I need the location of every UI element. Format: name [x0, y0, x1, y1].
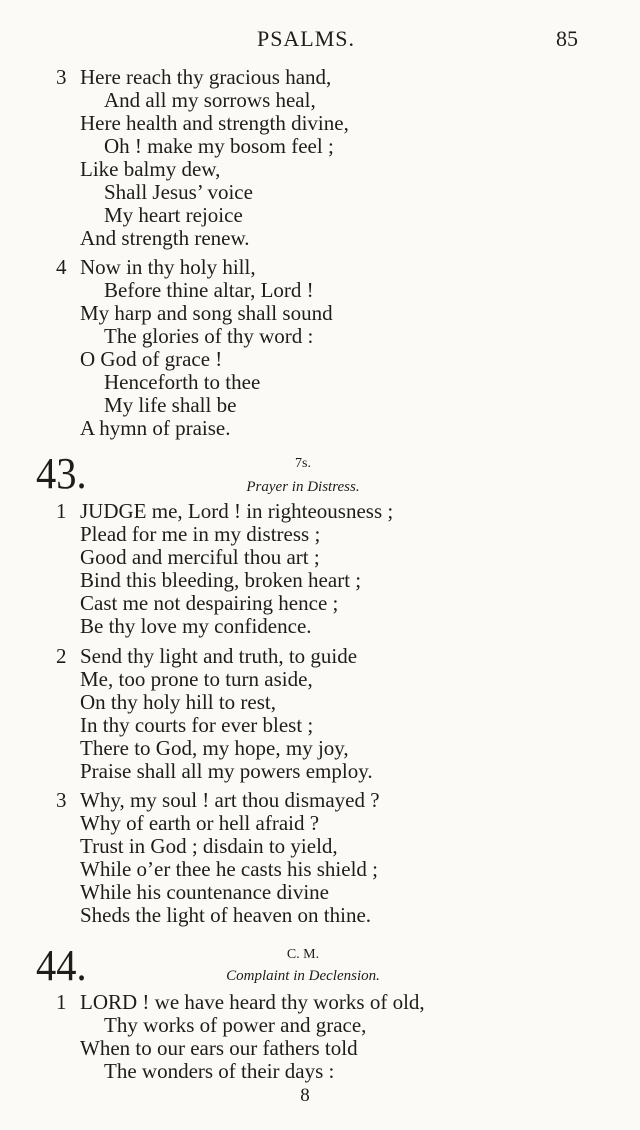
page-number: 85: [556, 26, 578, 51]
verse-line: LORD ! we have heard thy works of old,: [80, 990, 425, 1014]
verse-line: Be thy love my confidence.: [80, 614, 312, 638]
hymn-meter: 7s.: [295, 456, 311, 471]
verse-line: Here reach thy gracious hand,: [80, 65, 332, 89]
verse-line: While his countenance divine: [80, 880, 329, 904]
verse-line: In thy courts for ever blest ;: [80, 713, 314, 737]
verse-number: 4: [56, 255, 67, 279]
verse-line: Praise shall all my powers employ.: [80, 759, 373, 783]
verse-line: JUDGE me, Lord ! in righteousness ;: [80, 499, 394, 523]
verse-line: My harp and song shall sound: [80, 301, 333, 325]
hymn-number: 43.: [36, 449, 87, 498]
verse-line: Thy works of power and grace,: [104, 1013, 367, 1037]
verse-line: Before thine altar, Lord !: [104, 278, 314, 302]
hymn-meter: C. M.: [286, 947, 320, 962]
verse-line: Henceforth to thee: [104, 370, 261, 394]
verse-number: 1: [56, 499, 67, 523]
verse-line: And strength renew.: [80, 226, 250, 250]
verse-line: Oh ! make my bosom feel ;: [104, 134, 334, 158]
verse-line: Me, too prone to turn aside,: [80, 667, 313, 691]
hymn-subtitle: Prayer in Distress.: [246, 479, 360, 495]
verse-line: Here health and strength divine,: [80, 111, 349, 135]
running-header: PSALMS.: [256, 26, 356, 51]
verse-line: Like balmy dew,: [80, 157, 221, 181]
verse-line: While o’er thee he casts his shield ;: [80, 857, 378, 881]
verse-line: Plead for me in my distress ;: [80, 522, 321, 546]
verse-line: The glories of thy word :: [104, 324, 314, 348]
verse-line: And all my sorrows heal,: [104, 88, 316, 112]
verse-line: Why, my soul ! art thou dismayed ?: [80, 788, 380, 812]
verse-line: Trust in God ; disdain to yield,: [80, 834, 338, 858]
verse-number: 2: [56, 644, 67, 668]
verse-line: Cast me not despairing hence ;: [80, 591, 339, 615]
verse-number: 1: [56, 990, 67, 1014]
verse-line: Good and merciful thou art ;: [80, 545, 320, 569]
verse-line: Now in thy holy hill,: [80, 255, 256, 279]
hymn-subtitle: Complaint in Declension.: [226, 968, 380, 984]
verse-line: Send thy light and truth, to guide: [80, 644, 358, 668]
signature-mark: 8: [300, 1085, 310, 1106]
verse-line: My heart rejoice: [104, 203, 243, 227]
verse-line: A hymn of praise.: [80, 416, 231, 440]
verse-line: Sheds the light of heaven on thine.: [80, 903, 372, 927]
verse-line: O God of grace !: [80, 347, 223, 371]
hymn-number: 44.: [36, 941, 87, 990]
verse-line: The wonders of their days :: [104, 1059, 335, 1083]
verse-line: On thy holy hill to rest,: [80, 690, 276, 714]
verse-number: 3: [56, 65, 67, 89]
verse-line: My life shall be: [104, 393, 237, 417]
verse-line: Bind this bleeding, broken heart ;: [80, 568, 362, 592]
verse-line: Why of earth or hell afraid ?: [80, 811, 320, 835]
verse-line: There to God, my hope, my joy,: [80, 736, 349, 760]
verse-line: Shall Jesus’ voice: [104, 180, 253, 204]
verse-number: 3: [56, 788, 67, 812]
verse-line: When to our ears our fathers told: [80, 1036, 358, 1060]
